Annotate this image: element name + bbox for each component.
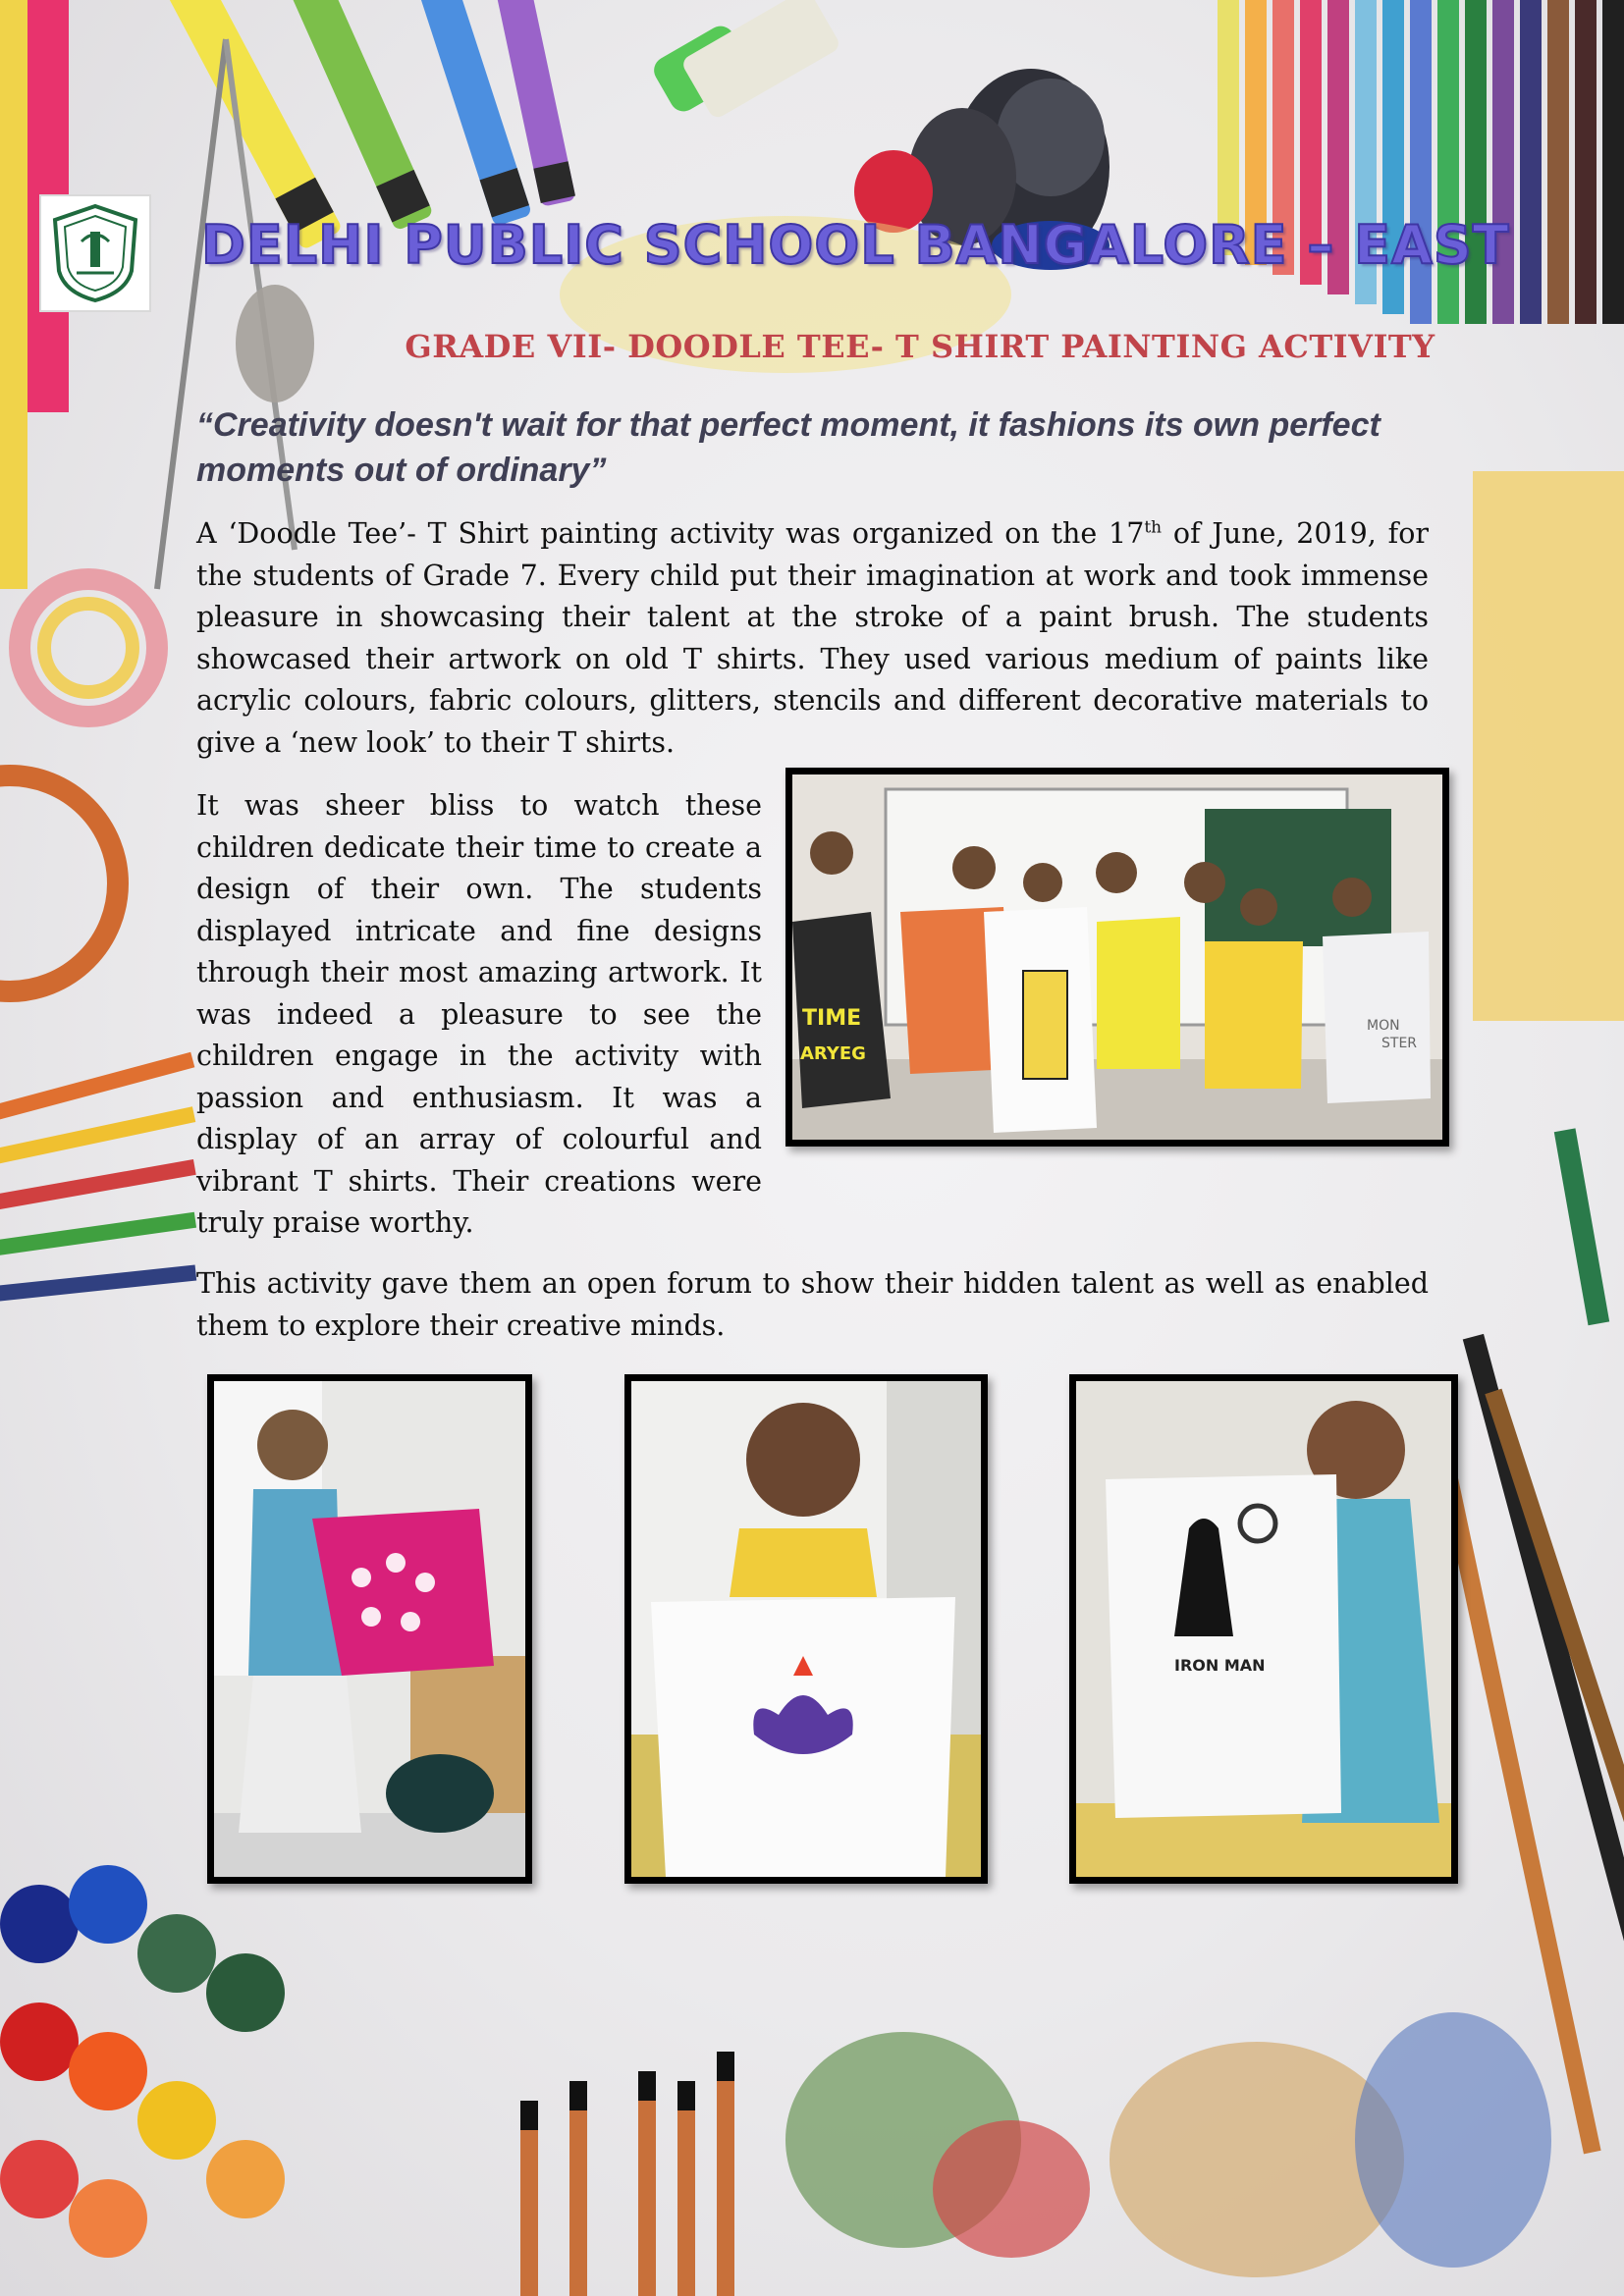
photo-boy-ironman-tshirt bbox=[1069, 1374, 1458, 1884]
creativity-quote: “Creativity doesn't wait for that perfect moment, it fashions its own perfect moments out of ordinary” bbox=[196, 406, 1380, 489]
activity-heading: GRADE VII- DOODLE TEE- T SHIRT PAINTING ACTIVITY bbox=[405, 328, 1435, 365]
group-photo-students-tshirts bbox=[785, 768, 1449, 1147]
tee-text-aryeg: ARYEG bbox=[800, 1043, 866, 1064]
tee-text-ironman: IRON MAN bbox=[1174, 1656, 1266, 1675]
tee-text-ster: STER bbox=[1381, 1036, 1418, 1051]
photo-girl-white-tshirt bbox=[624, 1374, 988, 1884]
paragraph-2: It was sheer bliss to watch these children dedicate their time to create a design of their own. The students displayed intricate and fine designs through their most amazing artwork. It was indeed a pleasure to see the children engage in the activity with passion and enthusiasm. It was a display of an array of colourful and vibrant T shirts. Their creations were truly praise worthy. bbox=[196, 789, 762, 1239]
paragraph-1-text-a: A ‘Doodle Tee’- T Shirt painting activity was organized on the 17 bbox=[196, 517, 1145, 550]
paragraph-1 bbox=[196, 513, 1429, 764]
school-name-title: DELHI PUBLIC SCHOOL BANGALORE – EAST bbox=[201, 214, 1510, 276]
school-logo bbox=[39, 194, 151, 312]
photo-girl-pink-tshirt bbox=[207, 1374, 532, 1884]
paragraph-3: This activity gave them an open forum to show their hidden talent as well as enabled them to explore their creative minds. bbox=[196, 1267, 1429, 1342]
paragraph-1-text-b: of June, 2019, for the students of Grade 7. Every child put their imagination at work and took immense pleasure in showcasing their talent at the stroke of a paint brush. The students showcased their artwork on old T shirts. They used various medium of paints like acrylic colours, fabric colours, glitters, stencils and different decorative materials to give a ‘new look’ to their T shirts. bbox=[196, 517, 1429, 759]
ordinal-suffix: th bbox=[1144, 517, 1163, 538]
tee-text-time: TIME bbox=[802, 1006, 862, 1031]
tee-text-mon: MON bbox=[1367, 1018, 1400, 1034]
school-crest-icon bbox=[47, 202, 143, 304]
